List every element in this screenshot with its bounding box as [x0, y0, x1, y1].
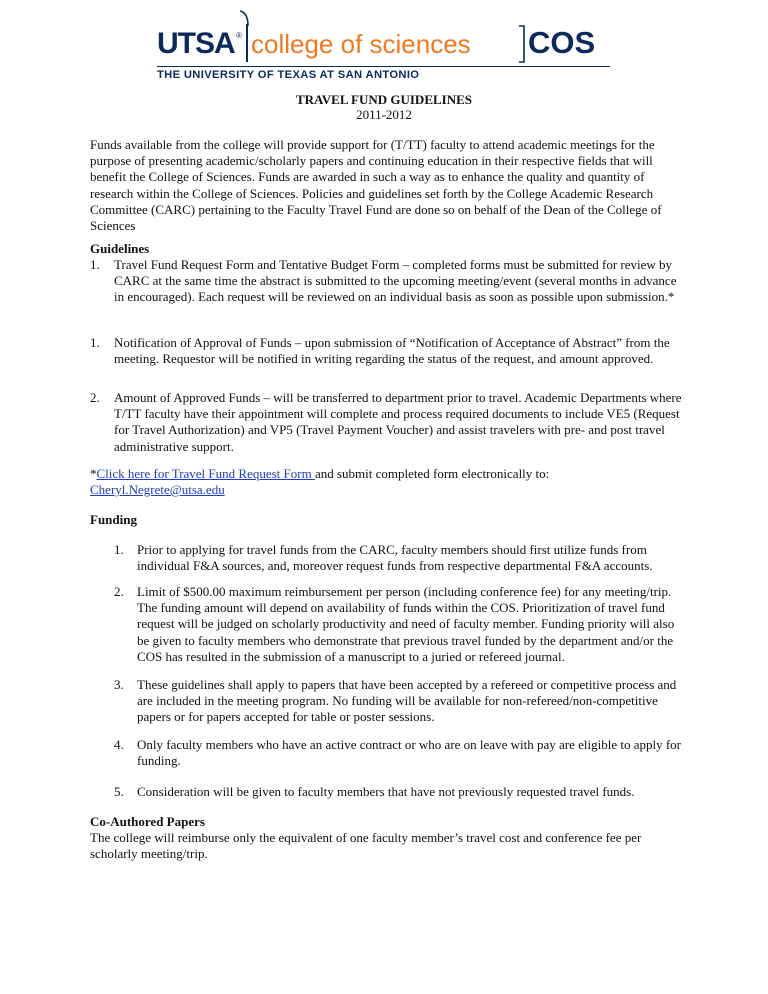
logo-cos-text: COS	[528, 25, 596, 60]
funding-text: These guidelines shall apply to papers that have been accepted by a refereed or competitive process and are included in the meeting program. No funding will be available for non-refereed/non-competitive papers or for papers accepted for table or poster sessions.	[137, 677, 677, 725]
funding-heading: Funding	[90, 512, 137, 527]
guideline-item	[90, 390, 682, 455]
funding-text: Only faculty members who have an active contract or who are on leave with pay are eligible to apply for funding.	[137, 737, 681, 769]
email-link[interactable]: Cheryl.Negrete@utsa.edu	[90, 482, 225, 498]
funding-item	[114, 737, 684, 769]
funding-number: 1.	[114, 542, 124, 557]
funding-item	[114, 542, 684, 574]
logo-rule	[157, 66, 610, 67]
guideline-item	[90, 335, 682, 367]
funding-number: 5.	[114, 784, 124, 799]
logo-college-text: college of sciences	[251, 29, 471, 59]
logo-divider	[246, 24, 248, 62]
funding-text: Prior to applying for travel funds from the CARC, faculty members should first utilize funds from individual F&A sources, and, moreover request funds from respective departmental F&A accounts.	[137, 542, 653, 574]
guideline-text: Amount of Approved Funds – will be transferred to department prior to travel. Academic Departments where T/TT faculty have their appointment will complete and process required documents to include VE5 (Request for Travel Authorization) and VP5 (Travel Payment Voucher) and assist travelers with pre- and post travel administrative support.	[114, 390, 682, 454]
funding-text: Limit of $500.00 maximum reimbursement per person (including conference fee) for any meeting/trip. The funding amount will depend on availability of funds within the COS. Prioritization of travel fund request will be judged on scholarly productivity and need of faculty member. Funding priority will also be given to faculty members who demonstrate that previous travel funded by the department and/or the COS has resulted in the submission of a manuscript to a juried or refereed journal.	[137, 584, 675, 664]
guideline-number: 2.	[90, 390, 100, 405]
logo-registered-mark: ®	[236, 31, 242, 40]
document-year: 2011-2012	[356, 107, 412, 122]
coauthored-heading: Co-Authored Papers	[90, 814, 205, 829]
guideline-text: Travel Fund Request Form and Tentative Budget Form – completed forms must be submitted for review by CARC at the same time the abstract is submitted to the upcoming meeting/event (several months in advance in encouraged). Each request will be reviewed on an individual basis as soon as possible upon submission.*	[114, 257, 677, 305]
funding-number: 4.	[114, 737, 124, 752]
guideline-number: 1.	[90, 257, 100, 272]
logo-university-text: THE UNIVERSITY OF TEXAS AT SAN ANTONIO	[157, 69, 420, 81]
funding-item	[114, 677, 684, 726]
logo-bracket-icon	[518, 24, 526, 64]
request-form-line	[90, 466, 682, 498]
guideline-text: Notification of Approval of Funds – upon submission of “Notification of Acceptance of Abstract” from the meeting. Requestor will be notified in writing regarding the status of the request, and amount approved.	[114, 335, 670, 367]
asterisk: *	[90, 466, 97, 481]
intro-paragraph: Funds available from the college will provide support for (T/TT) faculty to attend academic meetings for the purpose of presenting academic/scholarly papers and continuing education in their respective fields that will benefit the College of Sciences. Funds are awarded in such a way as to enhance the quality and quantity of research within the College of Sciences. Policies and guidelines set forth by the College Academic Research Committee (CARC) pertaining to the Faculty Travel Fund are done so on behalf of the Dean of the College of Sciences	[90, 137, 662, 234]
utsa-cos-logo	[157, 10, 612, 82]
link-suffix-text: and submit completed form electronically to:	[314, 466, 550, 481]
funding-number: 2.	[114, 584, 124, 599]
guideline-item	[90, 257, 682, 306]
funding-number: 3.	[114, 677, 124, 692]
guidelines-heading: Guidelines	[90, 241, 150, 256]
funding-text: Consideration will be given to faculty members that have not previously requested travel funds.	[137, 784, 635, 799]
guideline-number: 1.	[90, 335, 100, 350]
logo-utsa-text: UTSA	[157, 27, 235, 60]
funding-item	[114, 784, 684, 800]
document-title: TRAVEL FUND GUIDELINES	[295, 92, 473, 107]
funding-item	[114, 584, 684, 665]
request-form-link[interactable]: Click here for Travel Fund Request Form	[96, 466, 315, 481]
coauthored-paragraph: The college will reimburse only the equivalent of one faculty member’s travel cost and conference fee per scholarly meeting/trip.	[90, 830, 642, 862]
